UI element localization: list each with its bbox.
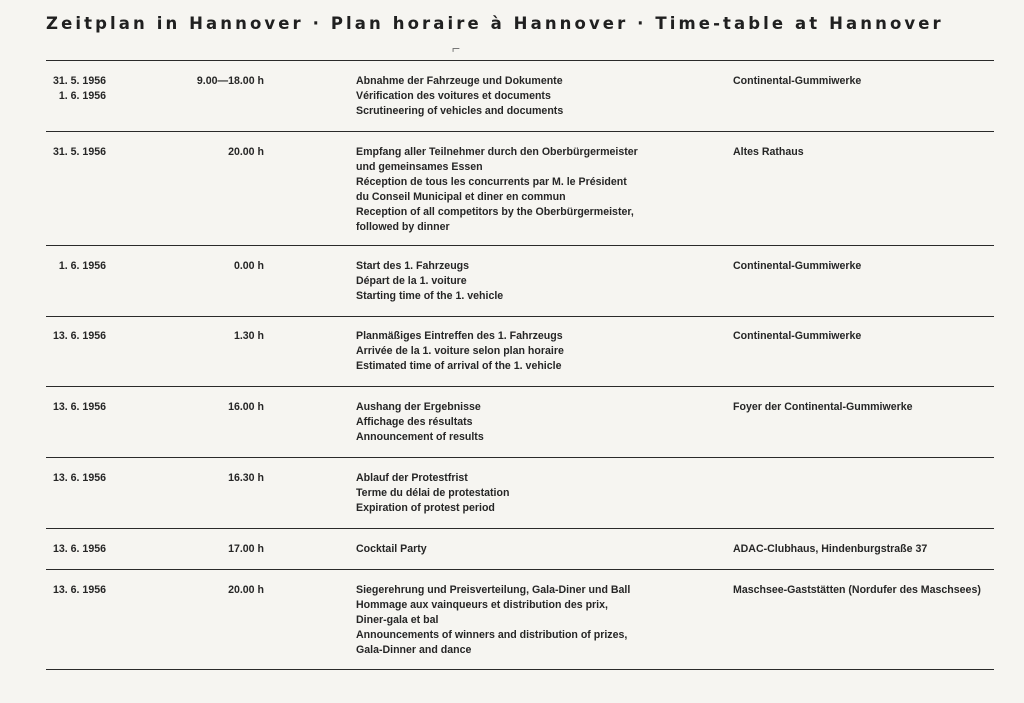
row-description: Empfang aller Teilnehmer durch den Oberbürgermeister und gemeinsames Essen Réception de tous les concurrents par M. le Président du Conseil Municipal et diner en commun Reception of all competitors by the Oberbürgermeister, followed by dinner: [356, 146, 638, 233]
divider: [46, 60, 994, 61]
row-location: ADAC-Clubhaus, Hindenburgstraße 37: [733, 543, 928, 555]
row-location: Foyer der Continental-Gummiwerke: [733, 401, 913, 413]
divider: [46, 245, 994, 246]
row-location: Continental-Gummiwerke: [733, 260, 862, 272]
row-date: 13. 6. 1956: [52, 472, 106, 484]
row-time: 1.30 h: [233, 330, 264, 342]
row-description: Siegerehrung und Preisverteilung, Gala-Diner und Ball Hommage aux vainqueurs et distribution des prix, Diner-gala et bal Announcements of winners and distribution of prizes, Gala-Dinner and dance: [356, 584, 631, 656]
row-time: 20.00 h: [228, 146, 264, 158]
row-location: Altes Rathaus: [733, 146, 804, 158]
row-location: Continental-Gummiwerke: [733, 330, 862, 342]
row-description: Ablauf der Protestfrist Terme du délai de protestation Expiration of protest period: [356, 472, 510, 514]
divider: [46, 131, 994, 132]
divider: [46, 528, 994, 529]
row-date: 13. 6. 1956: [52, 543, 106, 555]
row-time: 16.30 h: [228, 472, 264, 484]
row-date: 13. 6. 1956: [52, 401, 106, 413]
row-location: Maschsee-Gaststätten (Nordufer des Maschsees): [733, 584, 981, 596]
divider: [46, 316, 994, 317]
row-date: 1. 6. 1956: [58, 260, 106, 272]
row-time: 20.00 h: [228, 584, 264, 596]
divider: [46, 386, 994, 387]
page-title: Zeitplan in Hannover · Plan horaire à Hannover · Time-table at Hannover: [46, 14, 944, 33]
pencil-mark: ⌐: [452, 40, 461, 56]
row-date: 31. 5. 1956: [52, 146, 106, 158]
row-time: 0.00 h: [233, 260, 264, 272]
divider: [46, 669, 994, 670]
row-time: 9.00—18.00 h: [196, 75, 264, 87]
row-date: 13. 6. 1956: [52, 330, 106, 342]
row-date: 31. 5. 1956 1. 6. 1956: [52, 75, 106, 102]
divider: [46, 569, 994, 570]
row-date: 13. 6. 1956: [52, 584, 106, 596]
row-location: Continental-Gummiwerke: [733, 75, 862, 87]
row-description: Cocktail Party: [356, 543, 427, 555]
divider: [46, 457, 994, 458]
row-time: 17.00 h: [228, 543, 264, 555]
row-description: Aushang der Ergebnisse Affichage des résultats Announcement of results: [356, 401, 484, 443]
row-description: Abnahme der Fahrzeuge und Dokumente Vérification des voitures et documents Scrutineering of vehicles and documents: [356, 75, 564, 117]
row-description: Start des 1. Fahrzeugs Départ de la 1. voiture Starting time of the 1. vehicle: [356, 260, 504, 302]
row-time: 16.00 h: [228, 401, 264, 413]
row-description: Planmäßiges Eintreffen des 1. Fahrzeugs Arrivée de la 1. voiture selon plan horaire Estimated time of arrival of the 1. vehicle: [356, 330, 564, 372]
